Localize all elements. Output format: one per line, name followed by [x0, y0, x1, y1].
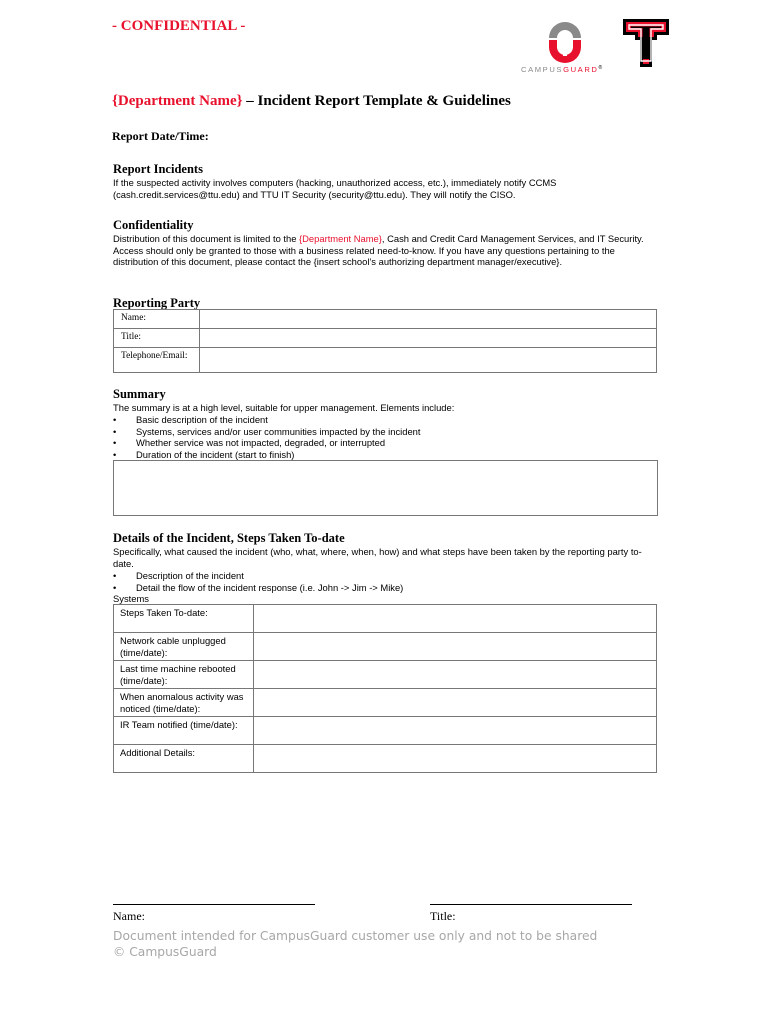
machine-rebooted-field[interactable]: [254, 661, 657, 689]
registered-mark: ®: [598, 65, 603, 71]
summary-text-box[interactable]: [113, 460, 658, 516]
title-signature-line[interactable]: [430, 904, 632, 905]
title-field[interactable]: [200, 329, 657, 348]
name-signature-line[interactable]: [113, 904, 315, 905]
report-incidents-text: If the suspected activity involves computers (hacking, unauthorized access, etc.), immediately notify CCMS (cash.credit.services@ttu.edu) and TTU IT Security (security@ttu.edu). They will notify the CISO.: [113, 177, 557, 200]
additional-details-field[interactable]: [254, 745, 657, 773]
list-item: • Systems, services and/or user communities impacted by the incident: [113, 426, 421, 438]
telephone-email-label: Telephone/Email:: [114, 348, 200, 373]
confidentiality-text-after: , Cash and Credit Card Management Services, and IT Security. Access should only be granted to those with a business related need-to-know. If you have any questions pertaining to the distribution of this document, please contact the {insert school’s authorizing department manager/executive}.: [113, 233, 644, 268]
details-heading: Details of the Incident, Steps Taken To-date: [113, 531, 345, 545]
summary-bullet-list: [113, 414, 421, 461]
anomalous-activity-label: When anomalous activity was noticed (time/date):: [114, 689, 254, 717]
details-intro: Specifically, what caused the incident (who, what, where, when, how) and what steps have been taken by the reporting party to-date.: [113, 546, 642, 569]
signature-title-label: Title:: [430, 909, 456, 923]
document-title: [112, 93, 511, 110]
texas-tech-logo: [622, 16, 670, 70]
systems-label: Systems: [113, 593, 149, 604]
ir-team-notified-label: IR Team notified (time/date):: [114, 717, 254, 745]
list-item: • Detail the flow of the incident response (i.e. John -> Jim -> Mike): [113, 582, 403, 594]
report-incidents-heading: Report Incidents: [113, 162, 203, 176]
signature-name-label: Name:: [113, 909, 145, 923]
title-label: Title:: [114, 329, 200, 348]
department-name-placeholder-inline: {Department Name}: [299, 233, 382, 244]
steps-taken-label: Steps Taken To-date:: [114, 605, 254, 633]
network-cable-field[interactable]: [254, 633, 657, 661]
department-name-placeholder: {Department Name}: [112, 93, 243, 109]
campusguard-wordmark-suffix: GUARD: [563, 65, 599, 74]
details-bullet-list: [113, 570, 403, 593]
summary-heading: Summary: [113, 387, 166, 401]
anomalous-activity-field[interactable]: [254, 689, 657, 717]
network-cable-label: Network cable unplugged (time/date):: [114, 633, 254, 661]
report-date-time-label: Report Date/Time:: [112, 129, 209, 143]
list-item: • Duration of the incident (start to finish): [113, 449, 421, 461]
ir-team-notified-field[interactable]: [254, 717, 657, 745]
name-field[interactable]: [200, 310, 657, 329]
confidentiality-text-before: Distribution of this document is limited to the: [113, 233, 300, 244]
list-item: • Description of the incident: [113, 570, 403, 582]
machine-rebooted-label: Last time machine rebooted (time/date):: [114, 661, 254, 689]
footer-copyright: © CampusGuard: [113, 944, 217, 959]
telephone-email-field[interactable]: [200, 348, 657, 373]
footer-notice: Document intended for CampusGuard customer use only and not to be shared: [113, 929, 598, 943]
summary-intro: The summary is at a high level, suitable for upper management. Elements include:: [113, 402, 455, 413]
list-item: • Whether service was not impacted, degraded, or interrupted: [113, 437, 421, 449]
confidentiality-heading: Confidentiality: [113, 218, 194, 232]
footer: [113, 929, 597, 961]
list-item: • Basic description of the incident: [113, 414, 421, 426]
confidentiality-text: [113, 233, 649, 268]
campusguard-wordmark-prefix: CAMPUS: [521, 65, 564, 74]
name-label: Name:: [114, 310, 200, 329]
reporting-party-heading: Reporting Party: [113, 296, 201, 310]
confidential-banner: - CONFIDENTIAL -: [112, 18, 246, 34]
title-text: – Incident Report Template & Guidelines: [242, 93, 511, 109]
details-table: [113, 604, 657, 773]
additional-details-label: Additional Details:: [114, 745, 254, 773]
reporting-party-table: [113, 309, 657, 373]
campusguard-logo: [518, 18, 616, 78]
steps-taken-field[interactable]: [254, 605, 657, 633]
